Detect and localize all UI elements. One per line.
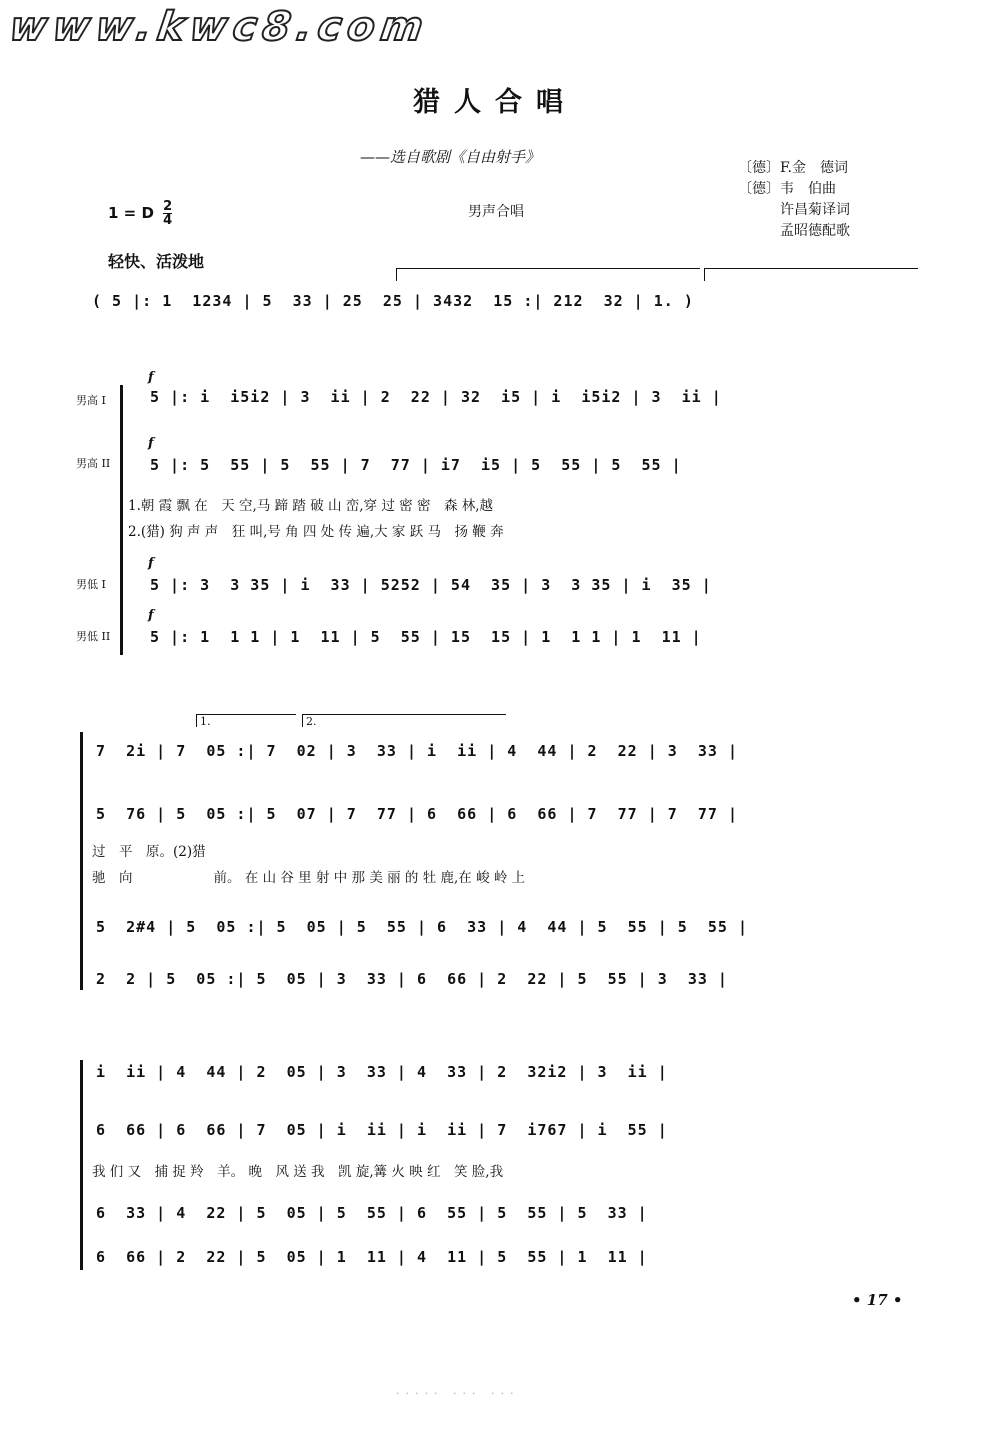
lyrics-verse1: 1.朝 霞 飘 在 天 空,马 蹄 踏 破 山 峦,穿 过 密 密 森 林,越 xyxy=(128,498,494,514)
tenor1-line: i ii | 4 44 | 2 05 | 3 33 | 4 33 | 2 32i2 | 3 ii | xyxy=(96,1063,668,1081)
subtitle: ——选自歌剧《自由射手》 xyxy=(360,148,541,166)
bass2-line: 6 66 | 2 22 | 5 05 | 1 11 | 4 11 | 5 55 | 1 11 | xyxy=(96,1248,648,1266)
ending-1: 1. xyxy=(196,714,296,727)
lyrics-verse2: 驰 向 前。 在 山 谷 里 射 中 那 美 丽 的 牡 鹿,在 峻 岭 上 xyxy=(92,870,526,886)
credits xyxy=(738,158,850,242)
lyrics-verse1: 我 们 又 捕 捉 羚 羊。 晚 风 送 我 凯 旋,篝 火 映 红 笑 脸,我 xyxy=(92,1164,504,1180)
time-signature xyxy=(163,200,172,227)
intro-ending-1 xyxy=(396,268,700,281)
lyrics-verse2: 2.(猎) 狗 声 声 狂 叫,号 角 四 处 传 遍,大 家 跃 马 扬 鞭 奔 xyxy=(128,524,504,540)
dynamic-f: f xyxy=(148,608,154,623)
ending-2: 2. xyxy=(302,714,506,727)
tenor1-line: 5 |: i i5i2 | 3 ii | 2 22 | 32 i5 | i i5i2 | 3 ii | xyxy=(150,388,722,406)
voice-type: 男声合唱 xyxy=(468,204,524,220)
system3-bracket xyxy=(80,1060,83,1270)
part-label-bass2: 男低 II xyxy=(76,630,111,643)
bass1-line: 5 |: 3 3 35 | i 33 | 5252 | 54 35 | 3 3 35 | i 35 | xyxy=(150,576,712,594)
time-bottom: 4 xyxy=(163,213,173,228)
credit-lyricist: 〔德〕F.金 德词 xyxy=(738,160,848,176)
part-label-bass1: 男低 I xyxy=(76,578,106,591)
scan-dots: ..... ... ... xyxy=(396,1384,520,1397)
system2-bracket xyxy=(80,732,83,990)
dynamic-f: f xyxy=(148,556,154,571)
tenor2-line: 5 |: 5 55 | 5 55 | 7 77 | i7 i5 | 5 55 | 5 55 | xyxy=(150,456,682,474)
dynamic-f: f xyxy=(148,436,154,451)
page-title: 猎人合唱 xyxy=(413,87,577,118)
dynamic-f: f xyxy=(148,370,154,385)
intro-ending-2 xyxy=(704,268,918,281)
credit-translator: 许昌菊译词 xyxy=(738,202,850,218)
credit-composer: 〔德〕韦 伯曲 xyxy=(738,181,836,197)
bass2-line: 5 |: 1 1 1 | 1 11 | 5 55 | 15 15 | 1 1 1 | 1 11 | xyxy=(150,628,702,646)
watermark-logo: www.kwc8.com xyxy=(6,4,432,50)
part-label-tenor2: 男高 II xyxy=(76,457,111,470)
time-top: 2 xyxy=(163,199,173,214)
tenor2-line: 6 66 | 6 66 | 7 05 | i ii | i ii | 7 i767 | i 55 | xyxy=(96,1121,668,1139)
bass2-line: 2 2 | 5 05 :| 5 05 | 3 33 | 6 66 | 2 22 | 5 55 | 3 33 | xyxy=(96,970,728,988)
bass1-line: 5 2#4 | 5 05 :| 5 05 | 5 55 | 6 33 | 4 44 | 5 55 | 5 55 | xyxy=(96,918,748,936)
bass1-line: 6 33 | 4 22 | 5 05 | 5 55 | 6 55 | 5 55 | 5 33 | xyxy=(96,1204,648,1222)
tenor2-line: 5 76 | 5 05 :| 5 07 | 7 77 | 6 66 | 6 66 | 7 77 | 7 77 | xyxy=(96,805,738,823)
tenor1-line: 7 2i | 7 05 :| 7 02 | 3 33 | i ii | 4 44 | 2 22 | 3 33 | xyxy=(96,742,738,760)
intro-notes: ( 5 |: 1 1234 | 5 33 | 25 25 | 3432 15 :| 212 32 | 1. ) xyxy=(92,292,694,310)
system1-bracket xyxy=(120,385,123,655)
part-label-tenor1: 男高 I xyxy=(76,394,106,407)
tempo-marking: 轻快、活泼地 xyxy=(108,252,205,271)
key-label: 1 = D xyxy=(108,204,154,222)
credit-arranger: 孟昭德配歌 xyxy=(738,223,850,239)
lyrics-verse1: 过 平 原。(2)猎 xyxy=(92,844,206,860)
page-number: • 17 • xyxy=(852,1291,903,1309)
key-signature xyxy=(108,200,172,227)
